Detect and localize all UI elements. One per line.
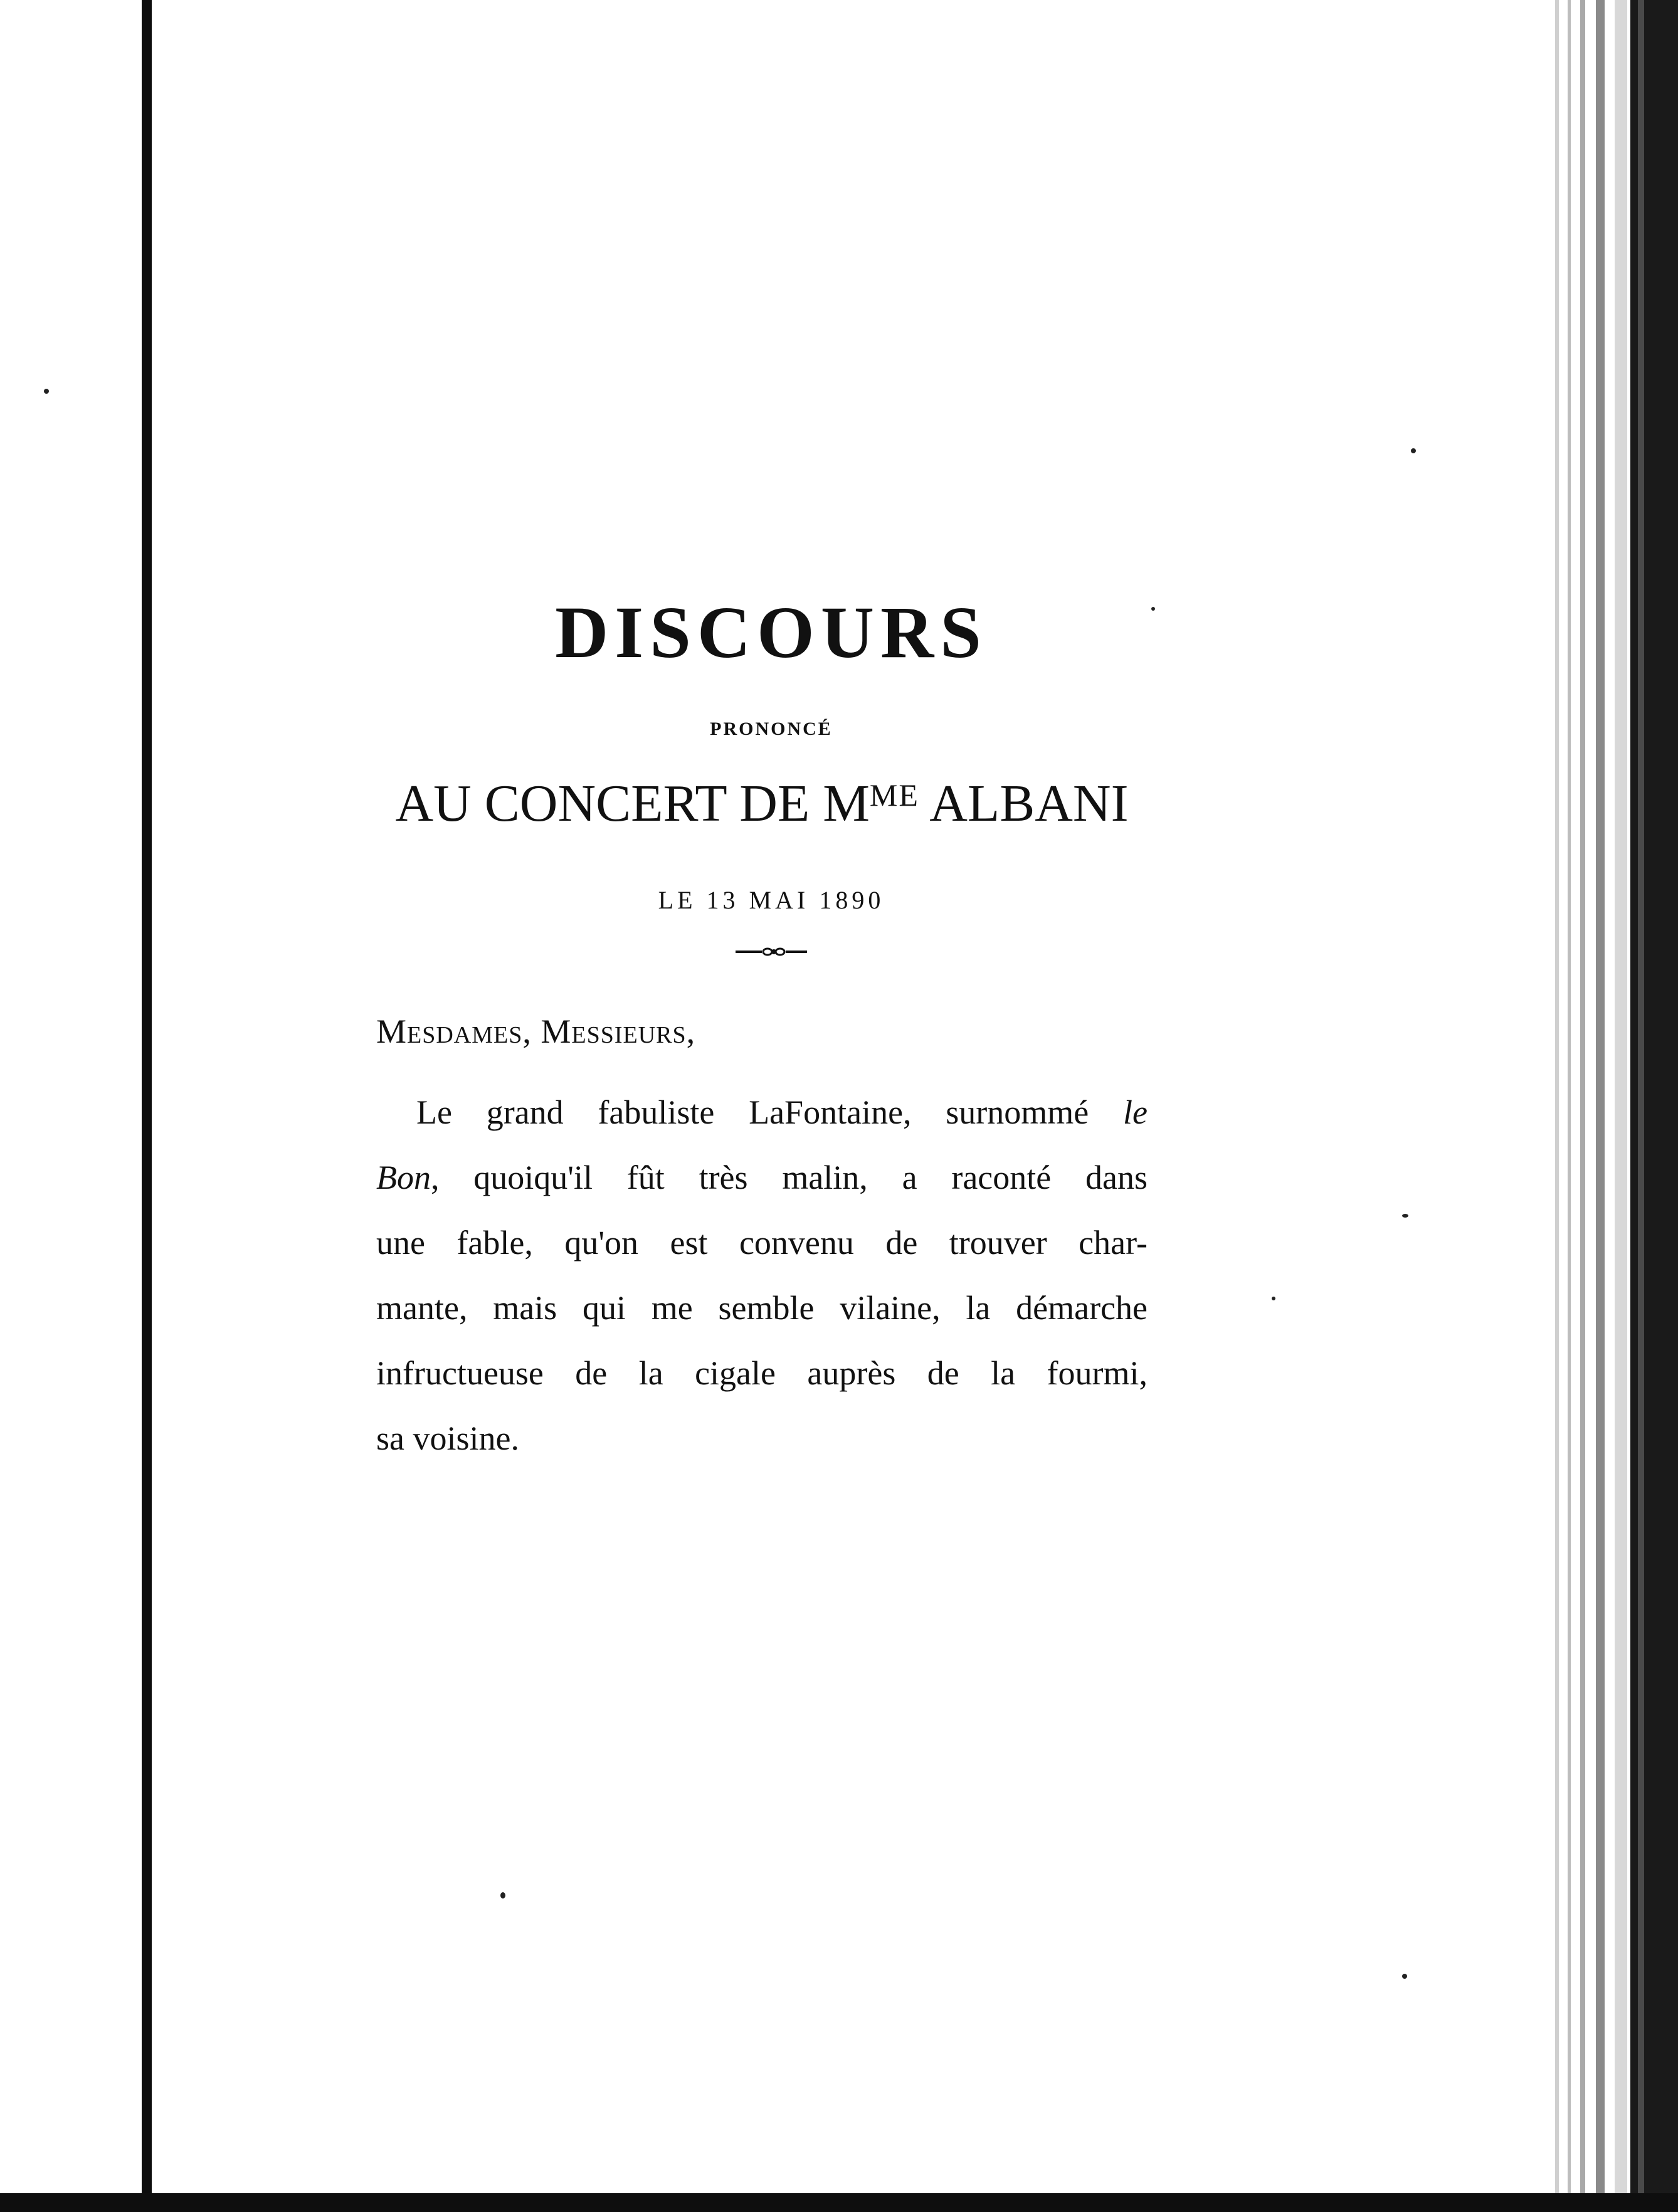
page-content (376, 591, 1148, 1471)
document-title: DISCOURS (555, 591, 988, 673)
line-text: Le grand fabuliste LaFontaine, surnommé (416, 1093, 1124, 1131)
occasion-text-end: ALBANI (919, 774, 1129, 833)
page-edge (1555, 0, 1559, 2212)
scan-speck (1272, 1297, 1275, 1300)
scan-speck (44, 389, 49, 394)
line-text: sa voisine. (376, 1419, 519, 1457)
scan-speck (1151, 607, 1155, 611)
body-paragraph (376, 1080, 1148, 1471)
line-text: une fable, qu'on est convenu de trouver char- (376, 1224, 1148, 1261)
occasion-text: AU CONCERT DE M (395, 774, 870, 833)
document-date: LE 13 MAI 1890 (658, 886, 885, 914)
page-edge (1580, 0, 1585, 2212)
scan-speck (1402, 1214, 1408, 1218)
line-italic: le (1123, 1093, 1148, 1131)
gutter-line (142, 0, 152, 2212)
page-edge (1638, 0, 1644, 2212)
page-edge (1568, 0, 1571, 2212)
paragraph-line (376, 1145, 1148, 1210)
occasion-heading (376, 774, 1148, 833)
bottom-border (0, 2193, 1678, 2212)
paragraph-line (376, 1406, 1148, 1471)
scan-speck (500, 1892, 505, 1899)
document-subtitle: PRONONCÉ (710, 719, 833, 739)
paragraph-line (376, 1275, 1148, 1340)
ornament-divider (376, 945, 1148, 958)
page-edge (1615, 0, 1627, 2212)
scan-speck (1402, 1974, 1407, 1979)
line-italic: Bon (376, 1159, 431, 1196)
paragraph-line (376, 1340, 1148, 1406)
paragraph-line (376, 1210, 1148, 1275)
scan-speck (1411, 448, 1416, 453)
page-edge (1596, 0, 1605, 2212)
line-text: mante, mais qui me semble vilaine, la démarche (376, 1289, 1148, 1327)
paragraph-line (376, 1080, 1148, 1145)
line-text: infructueuse de la cigale auprès de la fourmi, (376, 1354, 1148, 1392)
salutation: Mesdames, Messieurs, (376, 1013, 696, 1050)
occasion-superscript: ME (869, 777, 919, 813)
line-text: , quoiqu'il fût très malin, a raconté dans (431, 1159, 1148, 1196)
